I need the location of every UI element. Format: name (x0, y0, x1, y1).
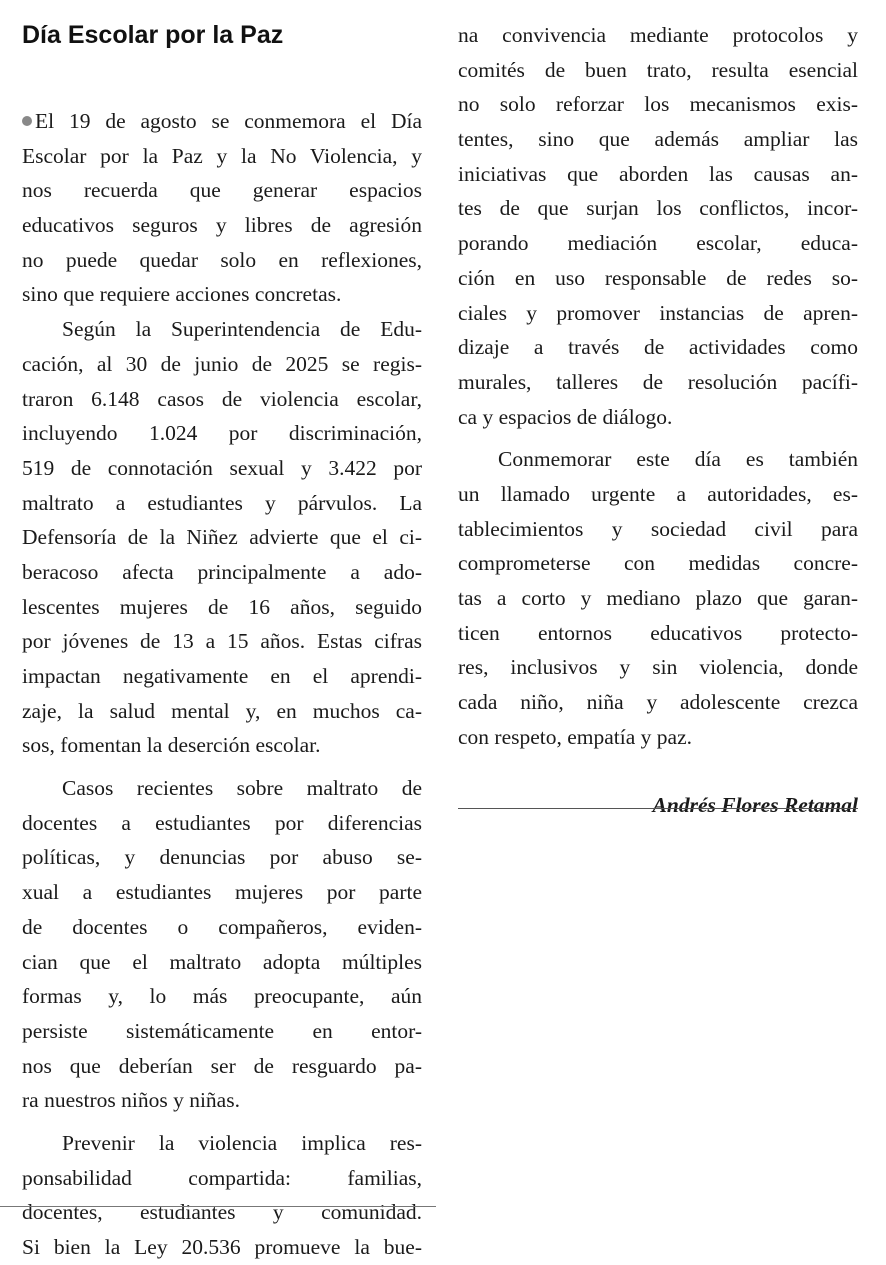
text-line: ponsabilidad compartida: familias, (22, 1165, 422, 1190)
text-line: persiste sistemáticamente en entor- (22, 1018, 422, 1043)
text-line: ción en uso responsable de redes so- (458, 265, 858, 290)
text-line: traron 6.148 casos de violencia escolar, (22, 386, 422, 411)
text-line: ra nuestros niños y niñas. (22, 1088, 240, 1113)
text-line: murales, talleres de resolución pacífi- (458, 369, 858, 394)
text-line: dizaje a través de actividades como (458, 335, 858, 360)
paragraph-gap (22, 1118, 422, 1126)
paragraph-3 (22, 771, 422, 1118)
text-line: iniciativas que aborden las causas an- (458, 161, 858, 186)
text-line: zaje, la salud mental y, en muchos ca- (22, 698, 422, 723)
text-line: por jóvenes de 13 a 15 años. Estas cifras (22, 629, 422, 654)
text-line: ca y espacios de diálogo. (458, 404, 673, 429)
text-line: cada niño, niña y adolescente crezca (458, 690, 858, 715)
left-column (22, 18, 422, 1265)
text-line: comités de buen trato, resulta esencial (458, 57, 858, 82)
author-signature: Andrés Flores Retamal (652, 793, 858, 818)
text-line: docentes a estudiantes por diferencias (22, 810, 422, 835)
paragraph-5 (458, 442, 858, 754)
text-line: tablecimientos y sociedad civil para (458, 516, 858, 541)
text-line: Según la Superintendencia de Edu- (62, 317, 422, 342)
text-line: cación, al 30 de junio de 2025 se regis- (22, 351, 422, 376)
right-column (458, 18, 858, 822)
text-line: nos recuerda que generar espacios (22, 178, 422, 203)
text-line: 519 de connotación sexual y 3.422 por (22, 455, 422, 480)
end-divider (458, 808, 858, 809)
text-line: impactan negativamente en el aprendi- (22, 664, 422, 688)
text-line: con respeto, empatía y paz. (458, 724, 693, 749)
text-line: Escolar por la Paz y la No Violencia, y (22, 143, 422, 168)
paragraph-2 (22, 312, 422, 763)
bullet-icon (22, 116, 32, 126)
text-line: incluyendo 1.024 por discriminación, (22, 421, 422, 446)
text-line: Conmemorar este día es también (498, 447, 858, 472)
bottom-divider (0, 1206, 436, 1207)
text-line: Prevenir la violencia implica res- (62, 1130, 422, 1155)
text-line: formas y, lo más preocupante, aún (22, 984, 422, 1009)
text-line: beracoso afecta principalmente a ado- (22, 559, 422, 584)
text-line: lescentes mujeres de 16 años, seguido (22, 594, 422, 619)
text-line: educativos seguros y libres de agresión (22, 213, 422, 238)
text-line: tas a corto y mediano plazo que garan- (458, 586, 858, 610)
text-line: tentes, sino que además ampliar las (458, 127, 858, 152)
text-line: El 19 de agosto se conmemora el Día (22, 104, 422, 139)
paragraph-gap (458, 434, 858, 442)
text-line: xual a estudiantes mujeres por parte (22, 880, 422, 905)
text-line: de docentes o compañeros, eviden- (22, 914, 422, 939)
text-line: docentes, estudiantes y comunidad. (22, 1200, 422, 1225)
paragraph-gap (22, 763, 422, 771)
text-line: políticas, y denuncias por abuso se- (22, 845, 422, 870)
text-line: maltrato a estudiantes y párvulos. La (22, 490, 422, 515)
text-line: no solo reforzar los mecanismos exis- (458, 92, 858, 117)
text-line: un llamado urgente a autoridades, es- (458, 481, 858, 506)
paragraph-4-continued (458, 18, 858, 434)
text-line: porando mediación escolar, educa- (458, 231, 858, 256)
text-line: cian que el maltrato adopta múltiples (22, 949, 422, 974)
text-line: tes de que surjan los conflictos, incor- (458, 196, 858, 221)
text-line: no puede quedar solo en reflexiones, (22, 247, 422, 272)
text-line: nos que deberían ser de resguardo pa- (22, 1053, 422, 1078)
paragraph-1 (22, 104, 422, 312)
text-line: Defensoría de la Niñez advierte que el ci- (22, 525, 422, 550)
text-line: res, inclusivos y sin violencia, donde (458, 655, 858, 680)
text-line: Si bien la Ley 20.536 promueve la bue- (22, 1235, 422, 1259)
text-line: comprometerse con medidas concre- (458, 551, 858, 576)
text-line: ticen entornos educativos protecto- (458, 620, 858, 645)
text-line: sos, fomentan la deserción escolar. (22, 733, 321, 758)
text-line: ciales y promover instancias de apren- (458, 300, 858, 325)
text-line: na convivencia mediante protocolos y (458, 23, 858, 47)
text-line: Casos recientes sobre maltrato de (62, 776, 422, 801)
article-title: Día Escolar por la Paz (22, 21, 284, 49)
text-line: sino que requiere acciones concretas. (22, 282, 342, 307)
paragraph-4 (22, 1126, 422, 1265)
